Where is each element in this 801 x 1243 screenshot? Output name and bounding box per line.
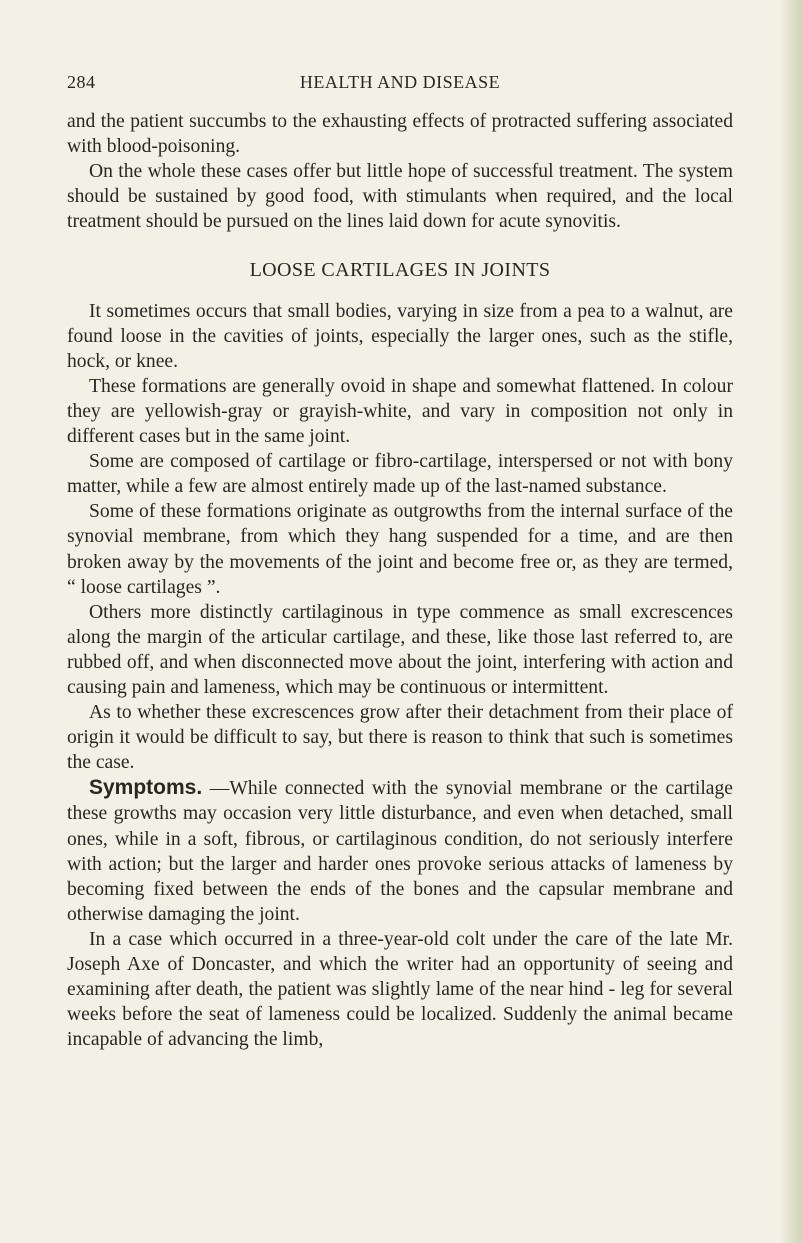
page-edge-shadow [779,0,801,1243]
paragraph: It sometimes occurs that small bodies, varying in size from a pea to a walnut, are found loose in the cavities of joints, especially the larger ones, such as the stifle, hock, or knee. [67,300,733,372]
book-page [67,0,733,1052]
paragraph: These formations are generally ovoid in shape and somewhat flattened. In colour they are yellowish-gray or grayish-white, and vary in composition not only in different cases but in the same joint. [67,375,733,448]
symptoms-label: Symptoms. [89,776,203,800]
symptoms-paragraph [67,775,733,927]
page-number: 284 [67,72,96,92]
symptoms-text: —While connected with the synovial membrane or the cartilage these growths may occasion very little disturbance, and even when detached, small ones, while in a soft, fibrous, or cartilaginous condition, do not seriously interfere with action; but the larger and harder ones provoke serious attacks of lameness by becoming fixed between the ends of the bones and the capsular membrane and otherwise damaging the joint. [67,778,733,925]
running-header [67,72,733,96]
paragraph: Some are composed of cartilage or fibro-cartilage, interspersed or not with bony matter, while a few are almost entirely made up of the last-named substance. [67,451,733,498]
section-heading: LOOSE CARTILAGES IN JOINTS [249,259,551,282]
paragraph: On the whole these cases offer but little hope of successful treatment. The system should be sustained by good food, with stimulants when required, and the local treatment should be pursued on the lines laid down for acute synovitis. [67,161,733,233]
paragraph: As to whether these excrescences grow after their detachment from their place of origin it would be difficult to say, but there is reason to think that such is sometimes the case. [67,702,733,774]
paragraph: Some of these formations originate as outgrowths from the internal surface of the synovial membrane, from which they hang suspended for a time, and are then broken away by the movements of the joint and become free or, as they are termed, “ loose cartilages ”. [67,501,733,598]
paragraph: and the patient succumbs to the exhausting effects of protracted suffering associated with blood-poisoning. [67,111,733,158]
body-text [67,109,733,1052]
running-title: HEALTH AND DISEASE [299,72,501,92]
paragraph: In a case which occurred in a three-year-old colt under the care of the late Mr. Joseph Axe of Doncaster, and which the writer had an opportunity of seeing and examining after death, the patient was slightly lame of the near hind - leg for several weeks before the seat of lameness could be localized. Suddenly the animal became incapable of advancing the limb, [67,928,733,1051]
paragraph: Others more distinctly cartilaginous in type commence as small excrescences along the margin of the articular cartilage, and these, like those last referred to, are rubbed off, and when disconnected move about the joint, interfering with action and causing pain and lameness, which may be continuous or intermittent. [67,601,733,698]
